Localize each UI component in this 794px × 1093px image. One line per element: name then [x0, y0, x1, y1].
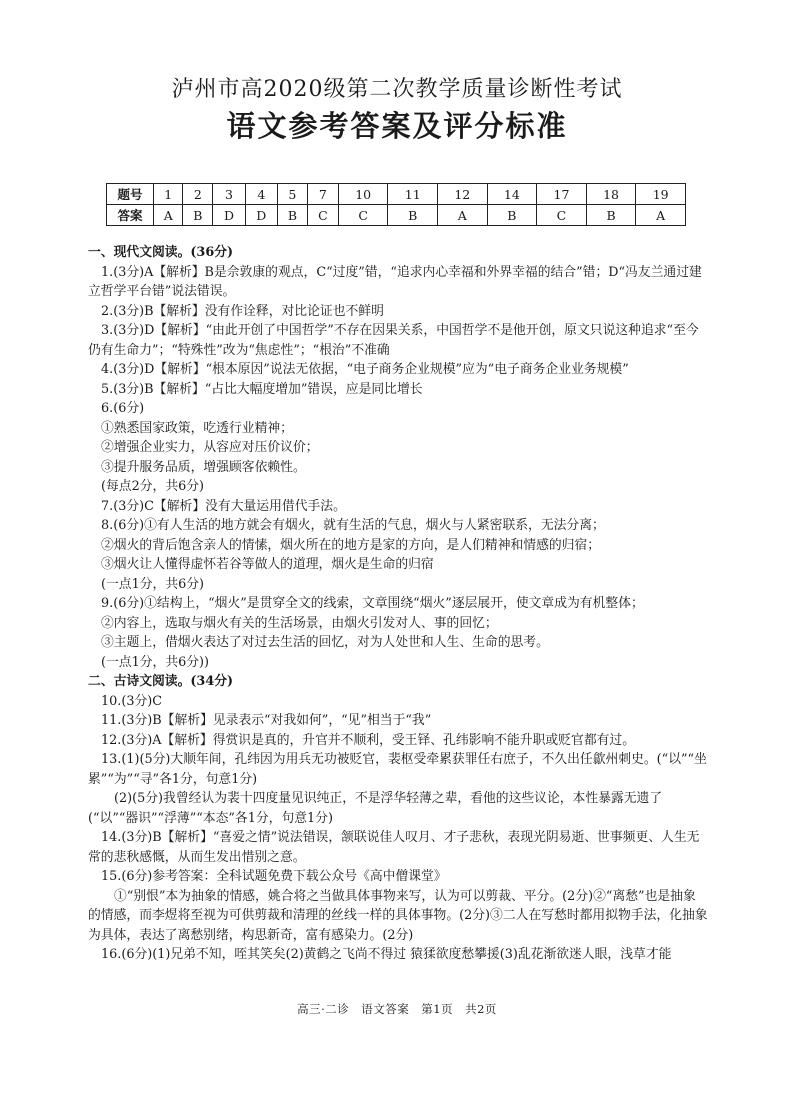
answer-line: ①熟悉国家政策，吃透行业精神； [101, 420, 293, 436]
table-cell: 4 [245, 184, 277, 205]
answer-line: 3.(3分)D【解析】“由此开创了中国哲学”不存在因果关系，中国哲学不是他开创，原文只说这种追求“至今仍有生命力”；“特殊性”改为“焦虑性”；“根治”不准确 [88, 323, 699, 358]
table-cell: B [183, 205, 213, 226]
table-cell: C [307, 205, 338, 226]
table-cell: D [245, 205, 277, 226]
table-cell: 14 [487, 184, 537, 205]
answer-line: 4.(3分)D【解析】“根本原因”说法无依据，“电子商务企业规模”应为“电子商务企业业务规模” [101, 362, 629, 377]
section-heading: 二、古诗文阅读。(34分) [88, 674, 234, 689]
answer-table [106, 183, 686, 226]
table-cell: B [586, 205, 636, 226]
page-footer: 高三·二诊 语文答案 第1页 共2页 [297, 1002, 497, 1016]
table-cell: A [636, 205, 686, 226]
row-label-answers: 答案 [107, 205, 154, 226]
answer-line: 7.(3分)C【解析】没有大量运用借代手法。 [101, 498, 346, 514]
table-cell: B [388, 205, 438, 226]
answer-line: 9.(6分)①结构上，“烟火”是贯穿全文的线索，文章围绕“烟火”逐层展开，使文章成为有机整体； [101, 596, 644, 611]
answer-line: ③主题上，借烟火表达了对过去生活的回忆，对为人处世和人生、生命的思考。 [101, 635, 549, 650]
answer-line: 6.(6分) [101, 401, 145, 416]
row-label-numbers: 题号 [107, 184, 154, 205]
answer-line: ②烟火的背后饱含亲人的情愫，烟火所在的地方是家的方向，是人们精神和情感的归宿； [101, 537, 601, 553]
answer-line: (每点2分，共6分) [101, 479, 205, 494]
answer-line: 13.(1)(5分)大顺年间，孔纬因为用兵无功被贬官，裴枢受牵累获罪任右庶子，不久出任歙州刺史。(“以”“坐累”“为”“寻”各1分，句意1分) [88, 752, 707, 787]
answer-line: (2)(5分)我曾经认为裴十四度量见识纯正，不是浮华轻薄之辈，看他的这些议论，本性暴露无遗了(“以”“器识”“浮薄”“本态”各1分，句意1分) [88, 791, 663, 826]
answer-line: ②增强企业实力，从容应对压价议价； [101, 440, 319, 455]
answer-line: ①“别恨”本为抽象的情感，姚合将之当做具体事物来写，认为可以剪裁、平分。(2分)②“离愁”也是抽象的情感，而李煜将至视为可供剪裁和清理的丝线一样的具体事物。(2分)③二人在写愁时都用拟物手法，化抽象为具体，表达了离愁别绪，构思新奇，富有感染力。(2分) [88, 888, 708, 943]
answer-row [107, 205, 686, 226]
table-cell: 1 [154, 184, 183, 205]
table-cell: 12 [438, 184, 488, 205]
answer-line: 10.(3分)C [101, 693, 163, 709]
answer-line: 12.(3分)A【解析】得赏识是真的，升官并不顺利，受王铎、孔纬影响不能升职或贬官都有过。 [101, 732, 636, 748]
table-cell: 18 [586, 184, 636, 205]
table-cell: 19 [636, 184, 686, 205]
table-cell: 10 [338, 184, 388, 205]
answer-line: 16.(6分)(1)兄弟不知，咥其笑矣(2)黄鹤之飞尚不得过 猿猱欲度愁攀援(3)乱花渐欲迷人眼，浅草才能 [101, 947, 672, 962]
question-number-row [107, 184, 686, 205]
answer-line: 5.(3分)B【解析】“占比大幅度增加”错误，应是同比增长 [101, 381, 423, 397]
answer-line: ②内容上，选取与烟火有关的生活场景，由烟火引发对人、事的回忆； [101, 615, 498, 631]
table-cell: A [154, 205, 183, 226]
table-cell: 2 [183, 184, 213, 205]
answer-line: (一点1分，共6分)) [101, 654, 210, 670]
answer-line: ③烟火让人懂得虚怀若谷等做人的道理，烟火是生命的归宿 [101, 557, 434, 572]
answer-line: 2.(3分)B【解析】没有作诠释，对比论证也不鲜明 [101, 303, 384, 319]
answer-line: (一点1分，共6分) [101, 576, 205, 592]
table-cell: B [487, 205, 537, 226]
table-cell: 11 [388, 184, 438, 205]
answer-line: 15.(6分)参考答案：全科试题免费下载公众号《高中僧课堂》 [101, 869, 447, 884]
table-cell: B [277, 205, 307, 226]
document-title: 语文参考答案及评分标准 [226, 109, 568, 143]
table-cell: C [338, 205, 388, 226]
answer-line: 11.(3分)B【解析】见录表示“对我如何”，“见”相当于“我” [101, 713, 432, 728]
answer-line: 1.(3分)A【解析】B是佘敦康的观点，C“过度”错，“追求内心幸福和外界幸福的结合”错；D“冯友兰通过建立哲学平台错”说法错误。 [88, 264, 702, 299]
table-cell: 3 [213, 184, 245, 205]
table-cell: D [213, 205, 245, 226]
answer-line: 14.(3分)B【解析】“喜爱之情”说法错误，颔联说佳人叹月、才子悲秋，表现光阴易逝、世事频更、人生无常的悲秋感慨，从而生发出惜别之意。 [88, 830, 700, 865]
table-cell: A [438, 205, 488, 226]
table-cell: 7 [307, 184, 338, 205]
exam-title: 泸州市高2020级第二次教学质量诊断性考试 [171, 77, 623, 102]
table-cell: 5 [277, 184, 307, 205]
table-cell: C [537, 205, 587, 226]
answer-line: 8.(6分)①有人生活的地方就会有烟火，就有生活的气息，烟火与人紧密联系，无法分离； [101, 518, 605, 533]
answer-explanations [88, 243, 708, 965]
answer-line: ③提升服务品质，增强顾客依赖性。 [101, 459, 306, 475]
section-heading: 一、现代文阅读。(36分) [88, 245, 234, 260]
table-cell: 17 [537, 184, 587, 205]
